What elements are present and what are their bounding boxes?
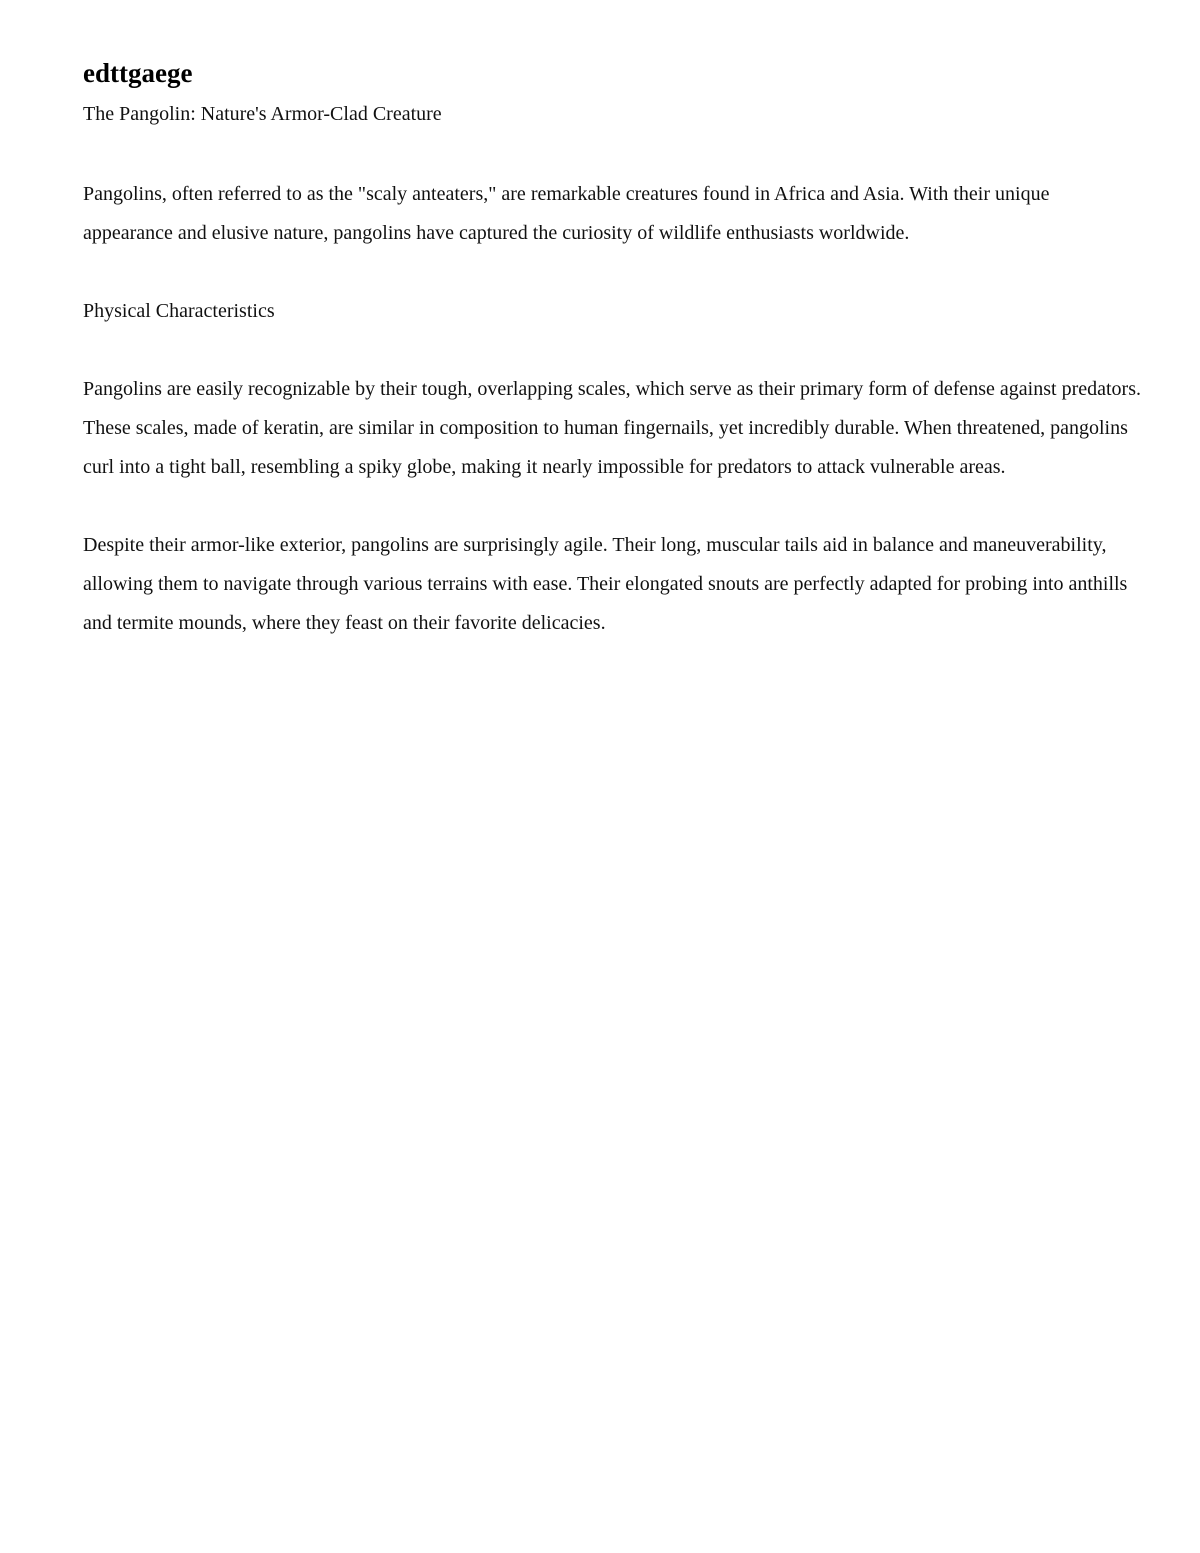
section-heading: Physical Characteristics: [83, 300, 275, 322]
intro-paragraph: Pangolins, often referred to as the "scaly anteaters," are remarkable creatures found in Africa and Asia. With their unique appearance and elusive nature, pangolins have captured the curiosity of wildlife enthusiasts worldwide.: [83, 183, 1050, 244]
document-title: edttgaege: [83, 58, 193, 88]
document-content: [83, 55, 1143, 643]
body-paragraph-2: Despite their armor-like exterior, pangolins are surprisingly agile. Their long, muscular tails aid in balance and maneuverability, allowing them to navigate through various terrains with ease. Their elongated snouts are perfectly adapted for probing into anthills and termite mounds, where they feast on their favorite delicacies.: [83, 534, 1128, 634]
body-paragraph-1: Pangolins are easily recognizable by their tough, overlapping scales, which serve as their primary form of defense against predators. These scales, made of keratin, are similar in composition to human fingernails, yet incredibly durable. When threatened, pangolins curl into a tight ball, resembling a spiky globe, making it nearly impossible for predators to attack vulnerable areas.: [83, 378, 1141, 478]
document-subtitle: The Pangolin: Nature's Armor-Clad Creature: [83, 103, 442, 125]
